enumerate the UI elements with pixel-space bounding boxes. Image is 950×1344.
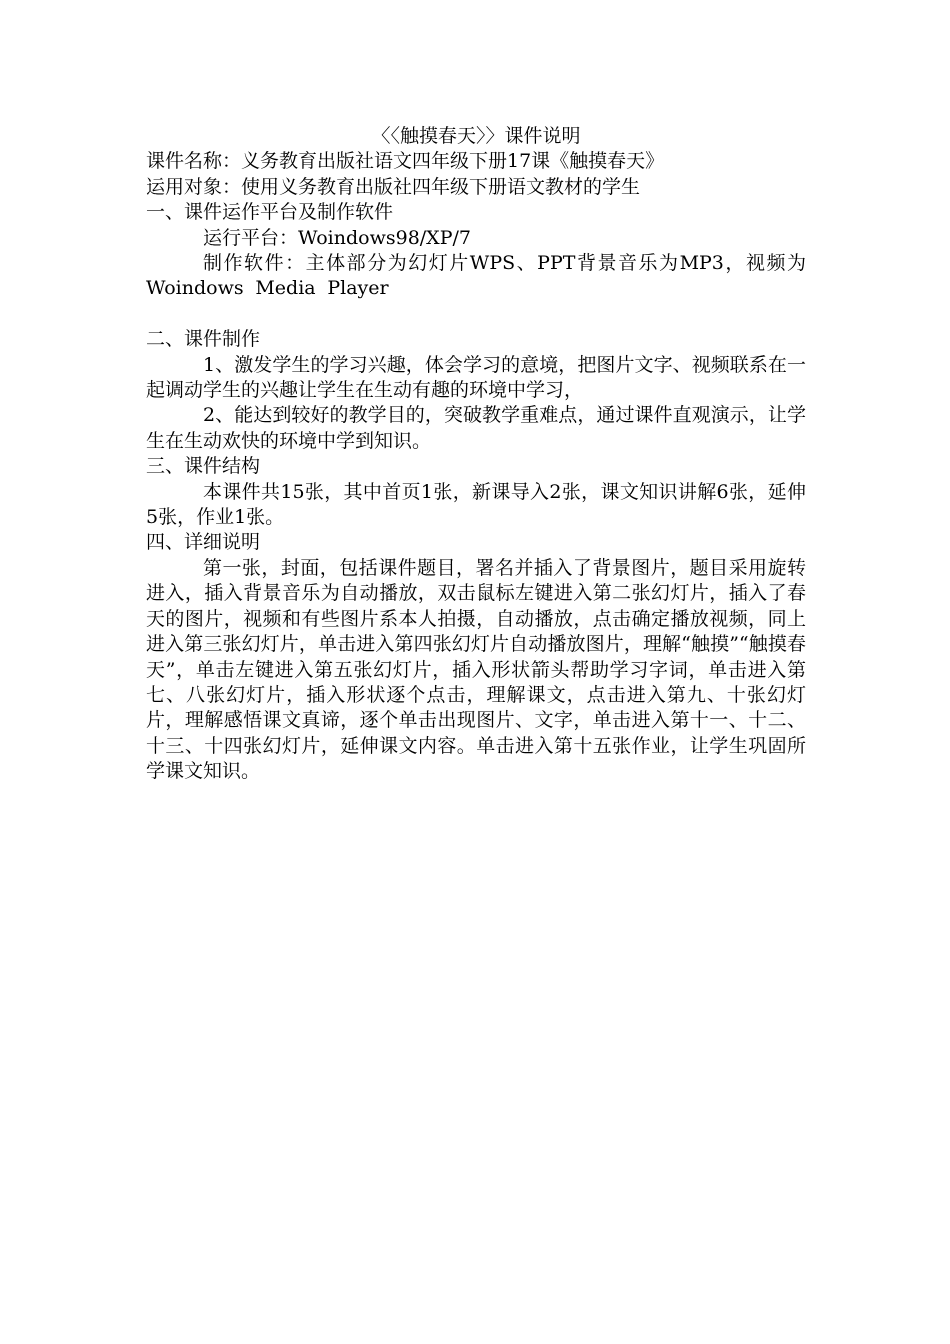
platform-line: 运行平台：Woindows98/XP/7: [203, 226, 471, 249]
section-4-heading: 四、详细说明: [146, 531, 261, 554]
software-paragraph: 制作软件：主体部分为幻灯片WPS、PPT背景音乐为MP3，视频为Woindows Media Player: [146, 252, 806, 300]
section-3-body: 本课件共15张，其中首页1张，新课导入2张，课文知识讲解6张，延伸5张，作业1张。: [146, 480, 806, 529]
section-1-heading: 一、课件运作平台及制作软件: [146, 201, 394, 224]
section-3-heading: 三、课件结构: [146, 455, 261, 478]
blank-line: [146, 302, 806, 327]
course-name: 课件名称：义务教育出版社语文四年级下册17课《触摸春天》: [146, 150, 665, 173]
section-2-item-1: 1、激发学生的学习兴趣，体会学习的意境，把图片文字、视频联系在一起调动学生的兴趣让学生在生动有趣的环境中学习，: [146, 353, 806, 402]
document-title: 〈〈触摸春天〉〉课件说明: [371, 125, 581, 147]
section-4-body: 第一张，封面，包括课件题目，署名并插入了背景图片，题目采用旋转进入，插入背景音乐为自动播放，双击鼠标左键进入第二张幻灯片，插入了春天的图片，视频和有些图片系本人拍摄，自动播放，点击确定播放视频，同上进入第三张幻灯片，单击进入第四张幻灯片自动播放图片，理解“触摸”“触摸春天”，单击左键进入第五张幻灯片，插入形状箭头帮助学习字词，单击进入第七、八张幻灯片，插入形状逐个点击，理解课文，点击进入第九、十张幻灯片，理解感悟课文真谛，逐个单击出现图片、文字，单击进入第十一、十二、十三、十四张幻灯片，延伸课文内容。单击进入第十五张作业，让学生巩固所学课文知识。: [146, 556, 806, 783]
section-2-item-2: 2、能达到较好的教学目的，突破教学重难点，通过课件直观演示，让学生在生动欢快的环境中学到知识。: [146, 404, 806, 452]
section-2-heading: 二、课件制作: [146, 328, 261, 351]
target-audience: 运用对象：使用义务教育出版社四年级下册语文教材的学生: [146, 175, 641, 198]
document-page: [146, 124, 806, 785]
